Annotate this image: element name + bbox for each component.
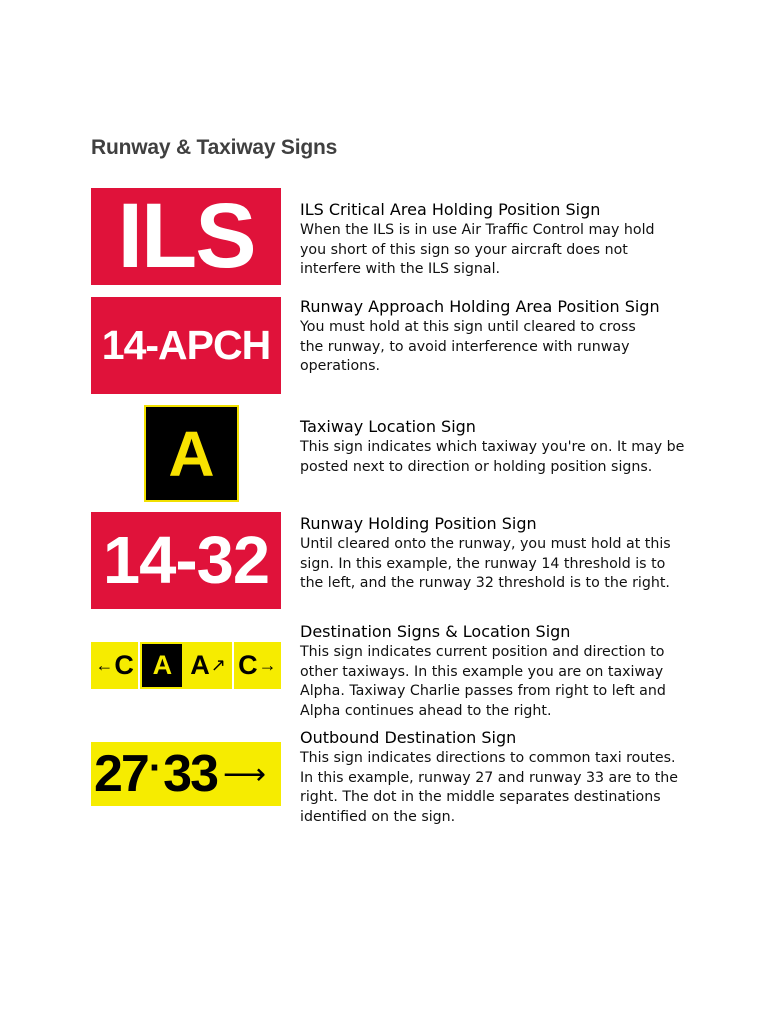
outbound-runway-first: 27 [94, 745, 148, 803]
description-title: Destination Signs & Location Sign [300, 622, 571, 641]
description-title: Outbound Destination Sign [300, 728, 517, 747]
outbound-destination-sign [91, 742, 281, 806]
description-body: When the ILS is in use Air Traffic Control may hold you short of this sign so your aircraft does not interfere with the ILS signal. [300, 222, 655, 277]
taxiway-location-description [300, 416, 685, 477]
outbound-description [300, 727, 685, 827]
destination-letter: C [238, 650, 258, 680]
runway-holding-description [300, 513, 685, 594]
approach-description [300, 296, 660, 377]
destination-letter: C [114, 650, 134, 680]
page-title: Runway & Taxiway Signs [91, 136, 338, 159]
taxiway-location-letter: A [168, 417, 215, 490]
description-title: Taxiway Location Sign [300, 417, 476, 436]
diagonal-arrow-icon: ↗ [210, 655, 226, 675]
apch-sign-text: 14-APCH [101, 322, 271, 368]
right-arrow-icon: ⟶ [223, 757, 267, 791]
separator-dot-icon: · [148, 745, 163, 790]
destination-letter: A [190, 650, 210, 680]
description-title: ILS Critical Area Holding Position Sign [300, 200, 601, 219]
description-body: You must hold at this sign until cleared to cross the runway, to avoid interference with runway operations. [300, 319, 636, 374]
taxiway-location-sign [144, 405, 239, 502]
right-arrow-icon: → [258, 655, 277, 675]
taxiway-location-sign-face [146, 407, 237, 500]
description-body: Until cleared onto the runway, you must hold at this sign. In this example, the runway 14 threshold is to the left, and the runway 32 threshold is to the right. [300, 536, 671, 591]
left-arrow-icon: ← [95, 655, 114, 675]
destination-description [300, 621, 685, 721]
description-title: Runway Approach Holding Area Position Sign [300, 297, 660, 316]
description-title: Runway Holding Position Sign [300, 514, 537, 533]
description-body: This sign indicates which taxiway you're on. It may be posted next to direction or holding position signs. [300, 439, 685, 475]
outbound-runway-second: 33 [163, 745, 218, 803]
destination-segment-right-a [184, 642, 233, 689]
runway-approach-sign [91, 297, 281, 394]
ils-critical-area-sign [91, 188, 281, 285]
runway-holding-text: 14-32 [102, 523, 270, 598]
destination-segment-right-c [234, 642, 281, 689]
location-segment-a [140, 642, 184, 689]
destination-location-sign [91, 642, 281, 689]
location-letter: A [152, 650, 173, 680]
description-body: This sign indicates directions to common taxi routes. In this example, runway 27 and runway 33 are to the right. The dot in the middle separates destinations identified on the sign. [300, 750, 679, 825]
ils-description [300, 199, 685, 280]
runway-holding-position-sign [91, 512, 281, 609]
ils-sign-text: ILS [117, 188, 255, 285]
description-body: This sign indicates current position and direction to other taxiways. In this example you are on taxiway Alpha. Taxiway Charlie passes from right to left and Alpha continues ahead to the right. [300, 644, 666, 719]
destination-segment-left-c [91, 642, 140, 689]
